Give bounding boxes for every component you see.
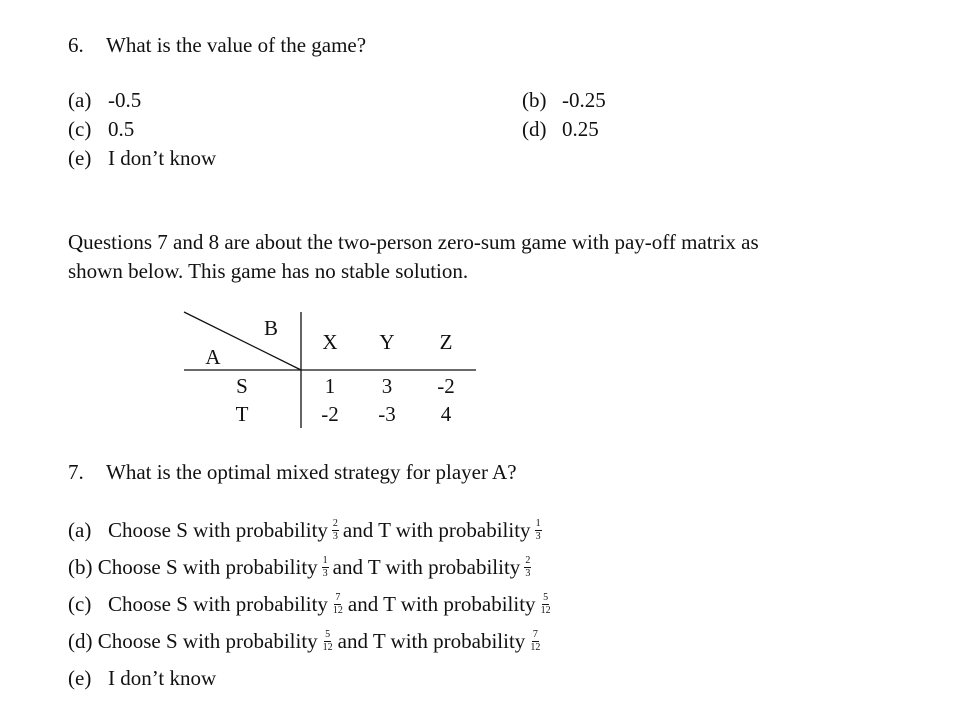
- option-label: (c): [68, 117, 92, 141]
- fraction-denominator: 3: [332, 530, 338, 542]
- cell-t-x: -2: [321, 402, 339, 426]
- option-text-t: and T with probability: [332, 555, 521, 579]
- fraction-numerator: 2: [332, 517, 338, 529]
- option-text-t: and T with probability: [347, 592, 536, 616]
- row-label-s: S: [236, 374, 248, 398]
- question-number: 6.: [68, 33, 84, 57]
- option-label: (e): [68, 146, 92, 170]
- option-text: -0.25: [562, 88, 606, 112]
- option-label: (d): [522, 117, 547, 141]
- cell-s-x: 1: [324, 374, 336, 398]
- fraction-s: [332, 593, 344, 616]
- fraction-denominator: 3: [525, 567, 531, 579]
- option-label: (b): [68, 555, 93, 579]
- option-text-s: Choose S with probability: [97, 629, 318, 653]
- cell-s-y: 3: [381, 374, 393, 398]
- fraction-numerator: 5: [325, 628, 331, 640]
- fraction-numerator: 7: [335, 591, 341, 603]
- row-player-label: A: [205, 345, 221, 369]
- option-text: I don’t know: [108, 666, 217, 690]
- option-text: 0.25: [562, 117, 599, 141]
- option-7c[interactable]: [68, 592, 556, 618]
- option-7d[interactable]: [68, 629, 545, 655]
- option-text: -0.5: [108, 88, 142, 112]
- row-label-t: T: [235, 402, 249, 426]
- fraction-t: [535, 519, 542, 542]
- option-7e[interactable]: [68, 666, 216, 691]
- option-label: (e): [68, 666, 92, 690]
- cell-t-y: -3: [378, 402, 396, 426]
- fraction-numerator: 7: [532, 628, 538, 640]
- option-label: (d): [68, 629, 93, 653]
- option-text: 0.5: [108, 117, 135, 141]
- option-text-t: and T with probability: [337, 629, 526, 653]
- col-player-label: B: [263, 316, 278, 340]
- option-text-t: and T with probability: [342, 518, 531, 542]
- intro-line-2: shown below. This game has no stable solution.: [68, 259, 469, 283]
- question-text: What is the optimal mixed strategy for player A?: [106, 460, 517, 484]
- fraction-denominator: 3: [322, 567, 328, 579]
- fraction-denominator: 3: [535, 530, 541, 542]
- col-header-x: X: [322, 330, 338, 354]
- fraction-numerator: 5: [543, 591, 549, 603]
- fraction-denominator: 12: [540, 604, 551, 616]
- option-label: (b): [522, 88, 547, 112]
- option-label: (a): [68, 518, 92, 542]
- option-text-s: Choose S with probability: [108, 518, 328, 542]
- col-header-y: Y: [379, 330, 395, 354]
- option-7b[interactable]: [68, 555, 535, 581]
- option-text: I don’t know: [108, 146, 217, 170]
- fraction-s: [322, 556, 329, 579]
- question-7: [68, 460, 517, 485]
- fraction-numerator: 1: [322, 554, 328, 566]
- option-7a[interactable]: [68, 518, 546, 544]
- fraction-s: [332, 519, 339, 542]
- intro-line-1: Questions 7 and 8 are about the two-person zero-sum game with pay-off matrix as: [68, 230, 759, 254]
- col-header-z: Z: [439, 330, 453, 354]
- fraction-numerator: 2: [525, 554, 531, 566]
- fraction-t: [540, 593, 552, 616]
- question-number: 7.: [68, 460, 84, 484]
- fraction-denominator: 12: [322, 641, 333, 653]
- option-label: (a): [68, 88, 92, 112]
- option-label: (c): [68, 592, 92, 616]
- fraction-denominator: 12: [332, 604, 343, 616]
- fraction-t: [524, 556, 531, 579]
- question-text: What is the value of the game?: [106, 33, 367, 57]
- cell-t-z: 4: [440, 402, 452, 426]
- fraction-t: [529, 630, 541, 653]
- cell-s-z: -2: [437, 374, 455, 398]
- fraction-denominator: 12: [530, 641, 541, 653]
- fraction-s: [322, 630, 334, 653]
- option-text-s: Choose S with probability: [108, 592, 328, 616]
- fraction-numerator: 1: [535, 517, 541, 529]
- option-text-s: Choose S with probability: [97, 555, 318, 579]
